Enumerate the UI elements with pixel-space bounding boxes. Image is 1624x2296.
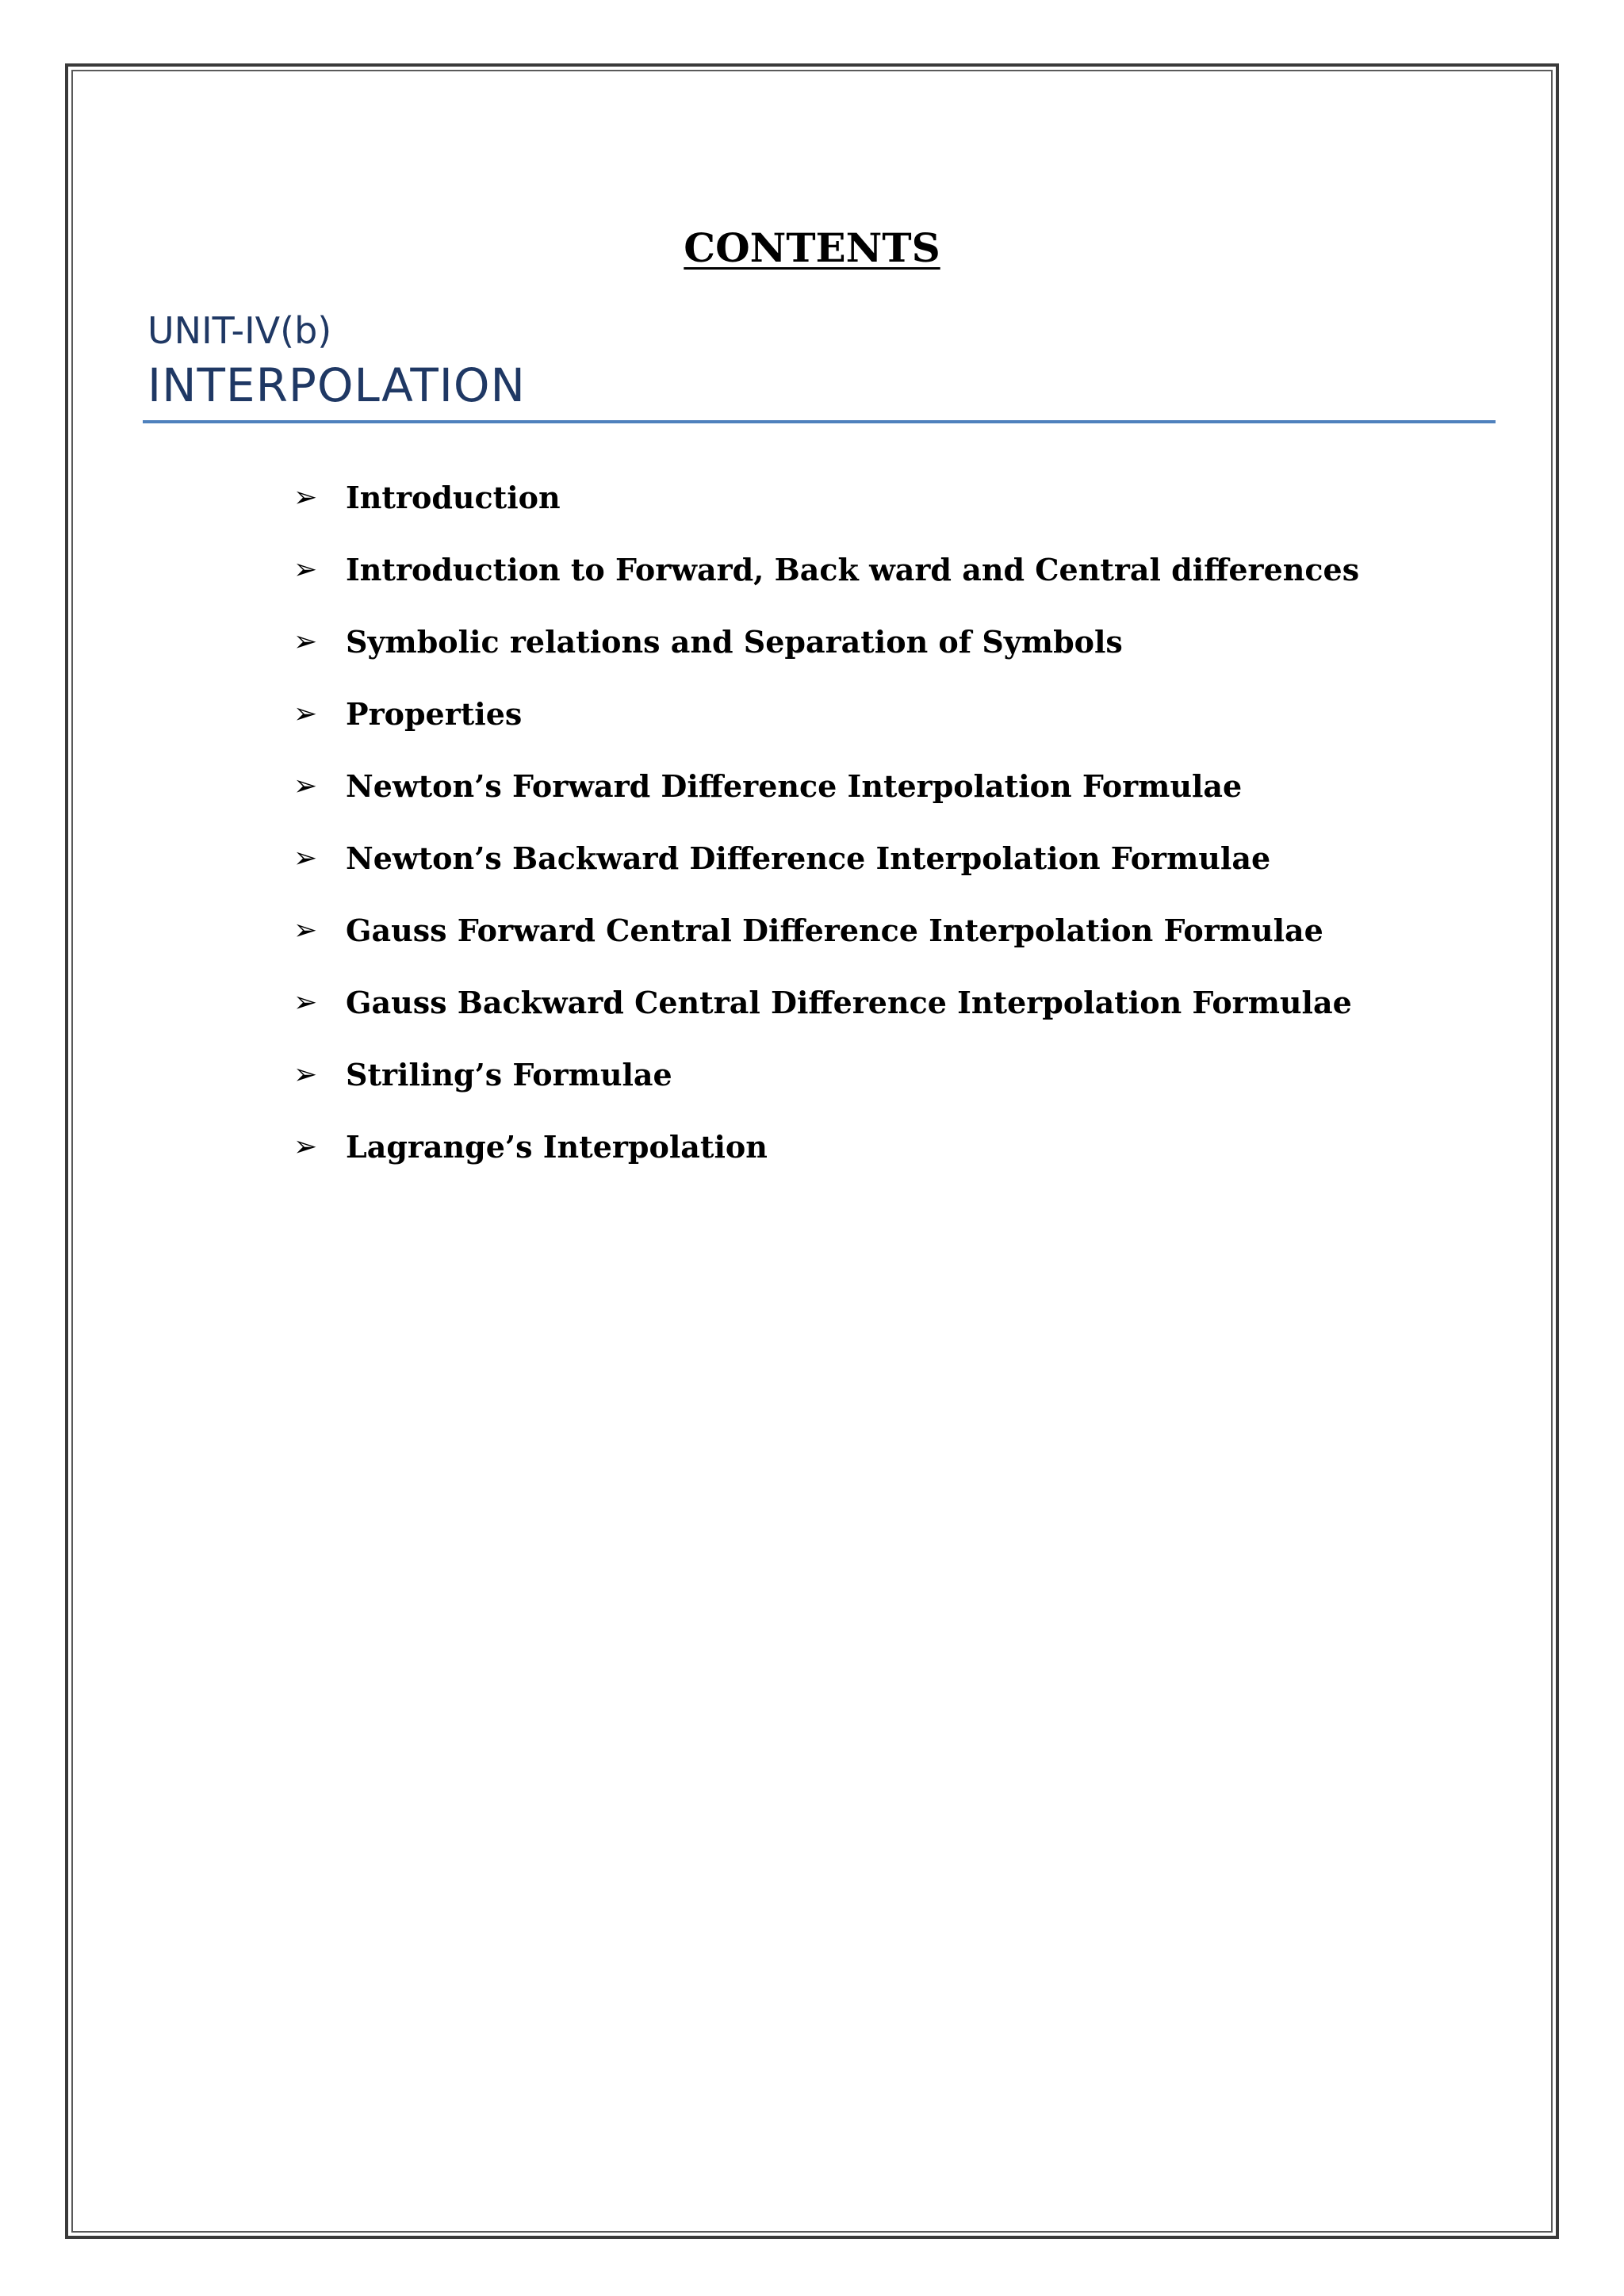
toc-item	[293, 534, 1359, 606]
toc-item	[293, 750, 1359, 822]
arrowhead-bullet-icon: ➢	[293, 697, 318, 730]
toc-item	[293, 1039, 1359, 1111]
arrowhead-bullet-icon: ➢	[293, 769, 318, 802]
contents-heading: CONTENTS	[684, 224, 940, 271]
toc-item-text: Gauss Forward Central Difference Interpolation Formulae	[346, 912, 1323, 948]
toc-item-text: Newton’s Forward Difference Interpolation Formulae	[346, 767, 1243, 804]
arrowhead-bullet-icon: ➢	[293, 553, 318, 586]
toc-item-text: Lagrange’s Interpolation	[346, 1128, 768, 1165]
toc-item	[293, 606, 1359, 678]
toc-item	[293, 678, 1359, 750]
toc-list	[293, 461, 1359, 1183]
toc-item-text: Introduction	[346, 479, 561, 515]
toc-item-text: Introduction to Forward, Back ward and Central differences	[346, 551, 1360, 587]
section-divider	[143, 420, 1496, 423]
unit-title: INTERPOLATION	[147, 358, 526, 412]
unit-label: UNIT-IV(b)	[147, 309, 332, 352]
arrowhead-bullet-icon: ➢	[293, 625, 318, 658]
toc-item	[293, 822, 1359, 894]
arrowhead-bullet-icon: ➢	[293, 913, 318, 947]
toc-item-text: Striling’s Formulae	[346, 1056, 672, 1093]
toc-item	[293, 461, 1359, 534]
toc-item	[293, 894, 1359, 966]
arrowhead-bullet-icon: ➢	[293, 1130, 318, 1163]
toc-item	[293, 966, 1359, 1039]
toc-item-text: Newton’s Backward Difference Interpolation Formulae	[346, 840, 1271, 876]
toc-item-text: Gauss Backward Central Difference Interpolation Formulae	[346, 984, 1352, 1020]
arrowhead-bullet-icon: ➢	[293, 985, 318, 1019]
arrowhead-bullet-icon: ➢	[293, 841, 318, 874]
arrowhead-bullet-icon: ➢	[293, 1058, 318, 1091]
toc-item	[293, 1111, 1359, 1183]
toc-item-text: Symbolic relations and Separation of Symbols	[346, 623, 1123, 660]
toc-item-text: Properties	[346, 695, 523, 732]
arrowhead-bullet-icon: ➢	[293, 480, 318, 514]
